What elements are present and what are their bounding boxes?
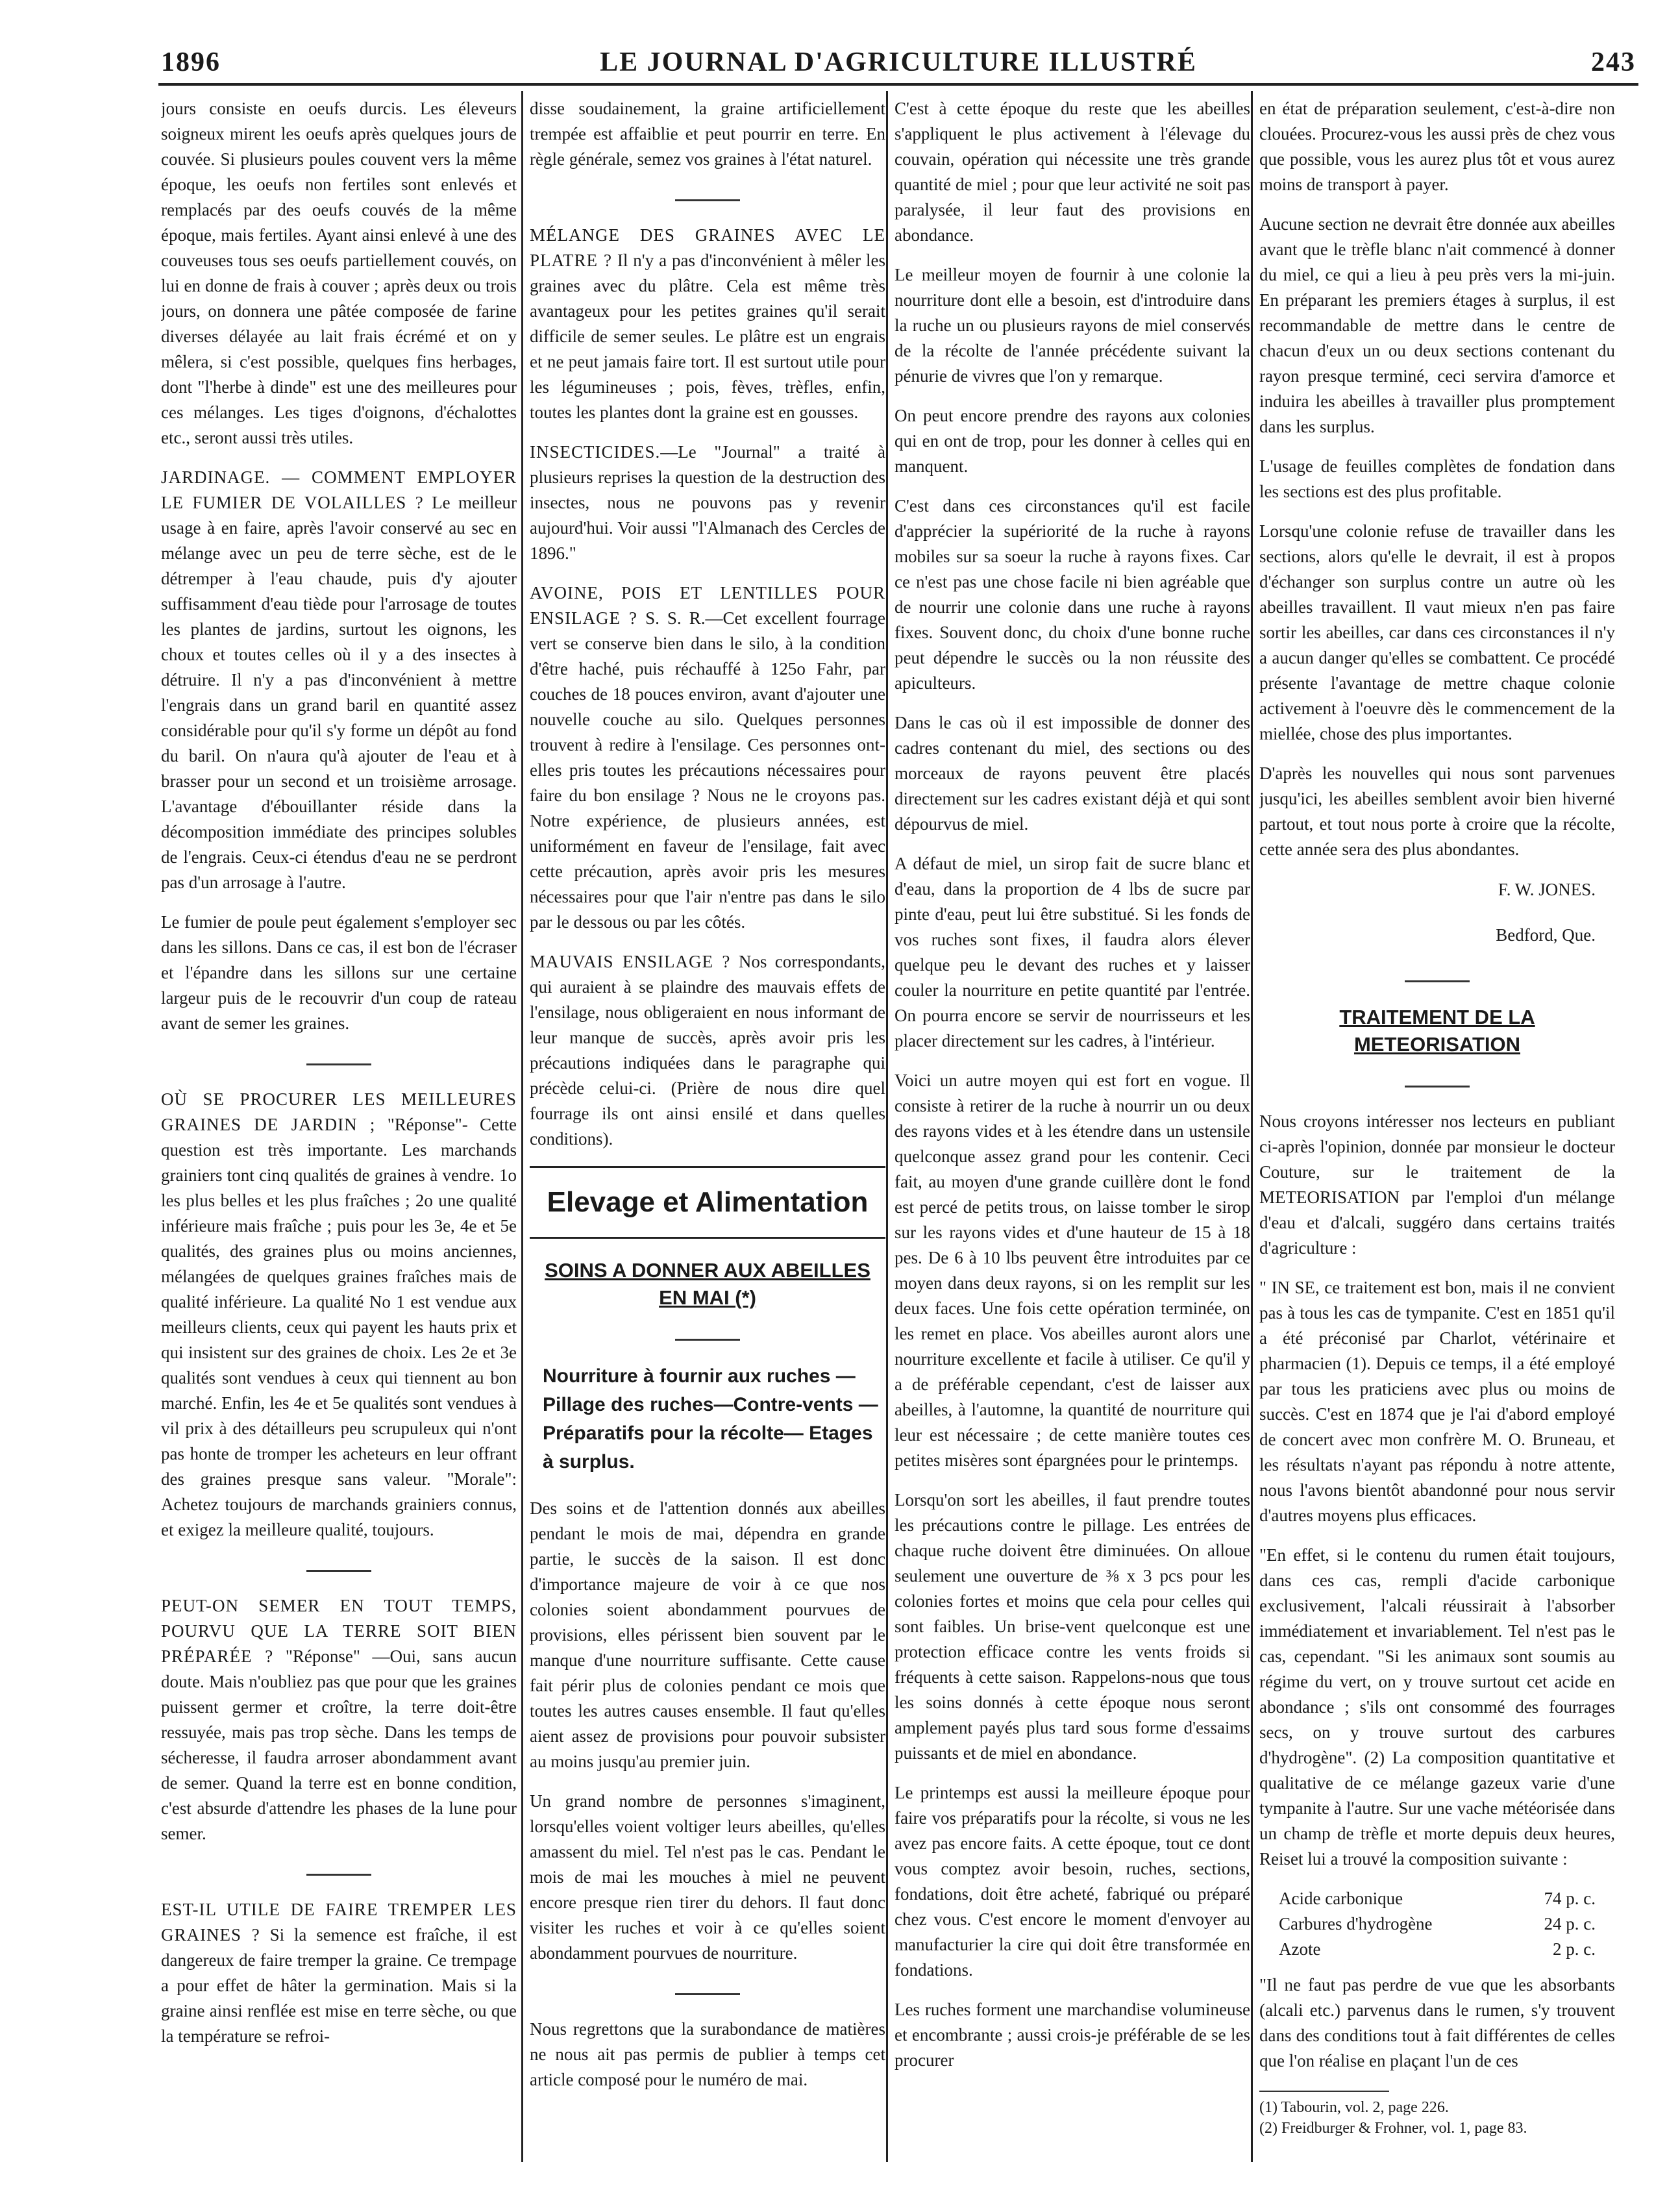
article-heading: INSECTICIDES.: [530, 442, 661, 462]
header-year: 1896: [161, 47, 221, 77]
paragraph: L'usage de feuilles complètes de fondation dans les sections est des plus profitable.: [1259, 456, 1615, 501]
article-heading: JARDINAGE. — COMMENT EMPLOYER LE FUMIER DE VOLAILLES ?: [161, 467, 517, 512]
article-seeds: OÙ SE PROCURER LES MEILLEURES GRAINES DE JARDIN ; "Réponse"- Cette question est très importante. Les marchands grainiers tont cinq qualités de graines à vendre. 1o les plus belles et les plus fraîches ; 2o une qualité inférieure mais fraîche ; puis pour les 3e, 4e et 5e qualités, des graines plus ou moins anciennes, mélangées de quelques graines fraîches mais de qualité inférieure. La qualité No 1 est vendue aux meilleurs clients, ceux qui payent les hauts prix et qui insistent sur des graines de choix. Les 2e et 3e qualités sont vendues à ceux qui tiennent au bon marché. Enfin, les 4e et 5e qualités sont vendues à vil prix à des détailleurs peu scrupuleux qui n'ont pas honte de tromper les acheteurs en leur offrant des graines presque sans valeur. "Morale": Achetez toujours de marchands grainiers connus, et exigez la meilleure qualité, toujours.: [161, 1089, 517, 1539]
separator: [1259, 967, 1615, 987]
paragraph: "Il ne faut pas perdre de vue que les absorbants (alcali etc.) parvenus dans le rumen, s'y trouvent dans des conditions tout à fait différentes de celles que l'on réalise en plaçant l'un de ces: [1259, 1975, 1615, 2070]
separator: [530, 186, 885, 206]
paragraph: Des soins et de l'attention donnés aux abeilles pendant le mois de mai, dépendra en grande partie, le succès de la saison. Il est donc d'importance majeure de voir à ce que nos colonies soient abondamment pourvues de provisions, elles périssent bien souvent par le manque d'une nourriture suffisante. Cette cause fait périr plus de colonies pendant ce mois que toutes les autres causes ensemble. Il faut qu'elles aient assez de provisions pour pouvoir subsister au moins jusqu'au premier juin.: [530, 1498, 885, 1771]
paragraph: Le meilleur moyen de fournir à une colonie la nourriture dont elle a besoin, est d'introduire dans la ruche un ou plusieurs rayons de miel conservés de la récolte de l'année précédente suivant la pénurie de vivres que l'on y remarque.: [895, 265, 1250, 386]
paragraph: C'est à cette époque du reste que les abeilles s'appliquent le plus activement à l'élevage du couvain, opération qui nécessite une très grande quantité de miel ; pour que leur activité ne soit pas paralysée, il leur faut des provisions en abondance.: [895, 99, 1250, 245]
paragraph: Nous croyons intéresser nos lecteurs en publiant ci-après l'opinion, donnée par monsieur le docteur Couture, sur le traitement de la METEORISATION par l'emploi d'un mélange d'eau et d'alcali, suggéro dans certains traités d'agriculture :: [1259, 1112, 1615, 1258]
paragraph: D'après les nouvelles qui nous sont parvenues jusqu'ici, les abeilles semblent avoir bien hiverné partout, et tout nous porte à croire que la récolte, cette année sera des plus abondantes.: [1259, 764, 1615, 859]
paragraph: disse soudainement, la graine artificiellement trempée est affaiblie et peut pourrir en terre. En règle générale, semez vos graines à l'état naturel.: [530, 99, 885, 169]
paragraph: jours consiste en oeufs durcis. Les éleveurs soigneux mirent les oeufs après quelques jours de couvée. Si plusieurs poules couvent vers la même époque, les oeufs non fertiles sont enlevés et remplacés par des oeufs couvés de la même époque, mais fertiles. Ayant ainsi enlevé à une des couveuses tous ses oeufs partiellement couvés, on lui en donne de frais à couver ; après deux ou trois jours, on donnera une pâtée composée de farine diverses délayée au lait frais écrémé et on y mêlera, si c'est possible, quelques fins herbages, dont "l'herbe à dinde" est une des meilleures pour ces mélanges. Les tiges d'oignons, d'échalottes etc., seront aussi très utiles.: [161, 99, 517, 447]
article-insecticides: INSECTICIDES.—Le "Journal" a traité à plusieurs reprises la question de la destruction des insectes, nous ne pouvons pas y revenir aujourd'hui. Voir aussi "l'Almanach des Cercles de 1896.": [530, 442, 885, 563]
paragraph: Aucune section ne devrait être donnée aux abeilles avant que le trèfle blanc n'ait commencé à donner du miel, ce qui a lieu à peu près vers la mi-juin. En préparant les premiers étages à surplus, il est recommandable de mettre dans le centre de chacun d'eux un ou deux sections contenant du rayon presque terminé, ceci servira d'amorce et induira les abeilles à travailler plus promptement dans les surplus.: [1259, 214, 1615, 436]
paragraph: Un grand nombre de personnes s'imaginent, lorsqu'elles voient voltiger leurs abeilles, qu'elles amassent du miel. Tel n'est pas le cas. Pendant le mois de mai les mouches à miel ne peuvent encore presque rien tirer du dehors. Il faut donc visiter les ruches et voir à ce qu'elles soient abondamment pourvues de nourriture.: [530, 1791, 885, 1963]
paragraph: Le fumier de poule peut également s'employer sec dans les sillons. Dans ce cas, il est bon de l'écraser et l'épandre dans les sillons sur une certaine largeur puis de le recouvrir d'un coup de rateau avant de semer les graines.: [161, 912, 517, 1033]
separator: [161, 1050, 517, 1070]
article-plaster: MÉLANGE DES GRAINES AVEC LE PLATRE ? Il n'y a pas d'inconvénient à mêler les graines avec du plâtre. Cela est même très avantageux pour les petites graines qu'il serait difficile de semer seules. Le plâtre est un engrais et ne peut jamais faire tort. Il est surtout utile pour les légumineuses ; pois, fèves, trèfles, enfin, toutes les plantes dont la graine est en gousses.: [530, 225, 885, 422]
article-heading: MÉLANGE DES GRAINES AVEC LE PLATRE ?: [530, 225, 885, 270]
column-divider: [1251, 91, 1253, 2162]
footnote: (2) Freidburger & Frohner, vol. 1, page 83.: [1259, 2120, 1527, 2137]
separator: [161, 1557, 517, 1576]
paragraph: C'est dans ces circonstances qu'il est facile d'apprécier la supériorité de la ruche à rayons mobiles sur sa soeur la ruche à rayons fixes. Car ce n'est pas une chose facile ni bien agréable que de nourrir une colonie dans une ruche à rayons fixes. Souvent donc, du choix d'une bonne ruche peut dépendre le succès ou la non réussite des apiculteurs.: [895, 496, 1250, 693]
paragraph: Dans le cas où il est impossible de donner des cadres contenant du miel, des sections ou des morceaux de rayons peuvent être placés directement sur les cadres existant déjà et qui sont dépourvus de miel.: [895, 713, 1250, 834]
separator: [530, 1326, 885, 1345]
column-4: [1259, 96, 1615, 2161]
paragraph: "En effet, si le contenu du rumen était toujours, dans ces cas, rempli d'acide carbonique exclusivement, l'alcali réussirait à l'absorber immédiatement et invariablement. Tel n'est pas le cas, cependant. "Si les animaux sont soumis au régime du vert, on y trouve surtout cet acide en abondance ; s'ils ont consommé des fourrages secs, on y trouve surtout des carbures d'hydrogène". (2) La composition quantitative et qualitative de ce mélange gazeux varie d'une tympanite à l'autre. Sur une vache météorisée dans un champ de trèfle et morte depuis deux heures, Reiset lui a trouvé la composition suivante :: [1259, 1545, 1615, 1869]
article-heading: AVOINE, POIS ET LENTILLES POUR ENSILAGE ?: [530, 583, 885, 628]
paragraph: Le printemps est aussi la meilleure époque pour faire vos préparatifs pour la récolte, si vous ne les avez pas encore faits. A cette époque, tout ce dont vous comptez avoir besoin, ruches, sections, fondations, doit être acheté, fabriqué ou préparé chez vous. C'est encore le moment d'envoyer au manufacturier la cire qui doit être transformée en fondations.: [895, 1783, 1250, 1980]
article-gardening: JARDINAGE. — COMMENT EMPLOYER LE FUMIER DE VOLAILLES ? Le meilleur usage à en faire, après l'avoir conservé au sec en mélange avec un peu de terre sèche, est de le détremper à l'eau chaude, puis d'y ajouter suffisamment d'eau tiède pour l'arrosage de toutes les plantes de jardins, surtout les oignons, les choux et toutes celles où il y a des insectes à détruire. Il n'y a pas d'inconvénient à mettre l'engrais dans un grand baril en quantité assez considérable pour qu'il s'y forme un dépôt au fond du baril. On n'aura qu'à ajouter de l'eau et à brasser pour un second et un troisième arrosage. L'avantage d'ébouillanter réside dans la décomposition immédiate des principes solubles de l'engrais. Ceux-ci étendus d'eau ne se perdront pas d'un arrosage à l'autre.: [161, 467, 517, 892]
article-sowing: PEUT-ON SEMER EN TOUT TEMPS, POURVU QUE LA TERRE SOIT BIEN PRÉPARÉE ? "Réponse" —Oui, sans aucun doute. Mais n'oubliez pas que pour que les graines puissent germer et croître, la terre doit-être ressuyée, mais pas trop sèche. Dans les temps de sécheresse, il faudra arroser abondamment avant de semer. Quand la terre est en bonne condition, c'est absurde d'attendre les phases de la lune pour semer.: [161, 1596, 517, 1843]
article-heading: PEUT-ON SEMER EN TOUT TEMPS, POURVU QUE LA TERRE SOIT BIEN PRÉPARÉE ?: [161, 1596, 517, 1666]
paragraph: A défaut de miel, un sirop fait de sucre blanc et d'eau, dans la proportion de 4 lbs de sucre par pinte d'eau, peut lui être substitué. Si les fonds de vos ruches sont fixes, il faudra alors élever quelque peu le devant des ruches et y laisser couler la nourriture en petite quantité par l'entrée. On pourra encore se servir de nourrisseurs et les placer directement sur les cadres, à l'intérieur.: [895, 854, 1250, 1050]
separator: [530, 1980, 885, 2000]
paragraph: Voici un autre moyen qui est fort en vogue. Il consiste à retirer de la ruche à nourrir un ou deux des rayons vides et à les étendre dans un ustensile quelconque assez grand pour les contenir. Ceci fait, au moyen d'une grande cuillère dont le fond est percé de petits trous, on laisse tomber le sirop sur les rayons vides et d'une hauteur de 15 à 18 pes. De 6 à 10 lbs peuvent être introduites par ce moyen dans deux rayons, si on les remplit sur les deux faces. Une fois cette opération terminée, on les remet en place. Vos abeilles auront alors une nourriture excellente et facile à utiliser. Ce qu'il y a de préférable cependant, c'est de laisser aux abeilles, à l'automne, la quantité de nourriture qui leur est nécessaire ; de cette manière toutes ces petites misères sont épargnées pour le printemps.: [895, 1071, 1250, 1470]
footnote-rule: [1259, 2091, 1389, 2092]
paragraph: On peut encore prendre des rayons aux colonies qui en ont de trop, pour les donner à celles qui en manquent.: [895, 406, 1250, 476]
column-3: [895, 96, 1250, 2161]
article-soaking: EST-IL UTILE DE FAIRE TREMPER LES GRAINES ? Si la semence est fraîche, il est dangereux de faire tremper la graine. Ce trempage a pour effet de hâter la germination. Mais si la graine ainsi renflée est mise en terre sèche, ou que la température se refroi-: [161, 1900, 517, 2046]
column-divider: [886, 91, 888, 2162]
header-rule: [158, 83, 1638, 86]
paragraph: Lorsqu'on sort les abeilles, il faut prendre toutes les précautions contre le pillage. Les entrées de chaque ruche doivent être diminuées. On alloue seulement une ouverture de ⅜ x 3 pcs pour les colonies fortes et moins que cela pour celles qui sont faibles. Un brise-vent quelconque est une protection efficace contre les vents froids si fréquents à cette saison. Rappelons-nous que tous les soins donnés à cette époque nous seront amplement payés plus tard sous forme d'essaims puissants et de miel en abondance.: [895, 1490, 1250, 1763]
article-heading: OÙ SE PROCURER LES MEILLEURES GRAINES DE JARDIN ;: [161, 1089, 517, 1134]
footnote: (1) Tabourin, vol. 2, page 226.: [1259, 2099, 1449, 2116]
article-subheading: Nourriture à fournir aux ruches — Pillage des ruches—Contre-vents —Préparatifs pour la récolte— Etages à surplus.: [543, 1365, 878, 1473]
footnote: Nous regrettons que la surabondance de matières ne nous ait pas permis de publier à temps cet article composé pour le numéro de mai.: [530, 2019, 885, 2089]
separator: [1259, 1073, 1615, 1092]
column-divider: [521, 91, 523, 2162]
page-header: [161, 47, 1636, 86]
signature-place: Bedford, Que.: [1496, 925, 1596, 945]
separator: [161, 1861, 517, 1880]
signature-name: F. W. JONES.: [1498, 880, 1596, 899]
paragraph: Lorsqu'une colonie refuse de travailler dans les sections, alors qu'elle le devrait, il est à propos d'échanger son surplus contre un autre où les abeilles travaillent. Il vaut mieux n'en pas faire sortir les abeilles, car dans ces circonstances il n'y a aucun danger qu'elles se combattent. Ce procédé présente l'avantage de mettre chaque colonie activement à l'oeuvre dès le commencement de la miellée, chose des plus importantes.: [1259, 521, 1615, 743]
composition-table: [1259, 1886, 1615, 1962]
column-2: [530, 96, 885, 2161]
article-title: TRAITEMENT DE LA METEORISATION: [1339, 1006, 1535, 1056]
article-heading: EST-IL UTILE DE FAIRE TREMPER LES GRAINES ?: [161, 1900, 517, 1945]
column-1: [161, 96, 517, 2161]
composition-row: Carbures d'hydrogène 24 p. c.: [1279, 1914, 1596, 1933]
composition-row: Azote 2 p. c.: [1279, 1939, 1596, 1959]
composition-row: Acide carbonique 74 p. c.: [1279, 1889, 1596, 1908]
journal-title: LE JOURNAL D'AGRICULTURE ILLUSTRÉ: [600, 47, 1197, 77]
section-banner: Elevage et Alimentation: [530, 1166, 885, 1239]
article-title: SOINS A DONNER AUX ABEILLES EN MAI (*): [545, 1259, 870, 1309]
article-ensilage: AVOINE, POIS ET LENTILLES POUR ENSILAGE ? S. S. R.—Cet excellent fourrage vert se conserve bien dans le silo, à la condition d'être haché, puis réchauffé à 125o Fahr, par couches de 18 pouces environ, avant d'ajouter une nouvelle couche au silo. Quelques personnes trouvent à redire à l'ensilage. Ces personnes ont-elles pris toutes les précautions nécessaires pour faire du bon ensilage ? Nous ne le croyons pas. Notre expérience, de plusieurs années, est uniformément en faveur de l'ensilage, fait avec cette précaution, après avoir pris les mesures nécessaires pour que l'air n'entre pas dans le silo par le dessous ou par les côtés.: [530, 583, 885, 932]
paragraph: Les ruches forment une marchandise volumineuse et encombrante ; aussi crois-je préférable de se les procurer: [895, 2000, 1250, 2070]
paragraph: " IN SE, ce traitement est bon, mais il ne convient pas à tous les cas de tympanite. C'est en 1851 qu'il a été préconisé par Charlot, vétérinaire et pharmacien (1). Depuis ce temps, il a été employé par tous les praticiens avec plus ou moins de succès. C'est en 1874 que je l'ai d'abord employé de concert avec mon confrère M. O. Bruneau, et les résultats n'ayant pas répondu à notre attente, nous l'avons bientôt abandonné pour nous servir d'autres moyens plus efficaces.: [1259, 1278, 1615, 1525]
paragraph: en état de préparation seulement, c'est-à-dire non clouées. Procurez-vous les aussi près de chez vous que possible, vous les aurez plus tôt et vous aurez moins de transport à payer.: [1259, 99, 1615, 194]
article-heading: MAUVAIS ENSILAGE ?: [530, 952, 731, 971]
article-bad-ensilage: MAUVAIS ENSILAGE ? Nos correspondants, qui auraient à se plaindre des mauvais effets de l'ensilage, nous obligeraient en nous informant de leur manque de succès, après avoir pris les précautions indiquées dans le paragraphe qui précède celui-ci. (Prière de nous dire quel fourrage ils ont ainsi ensilé et dans quelles conditions).: [530, 952, 885, 1149]
page-number: 243: [1591, 47, 1636, 77]
